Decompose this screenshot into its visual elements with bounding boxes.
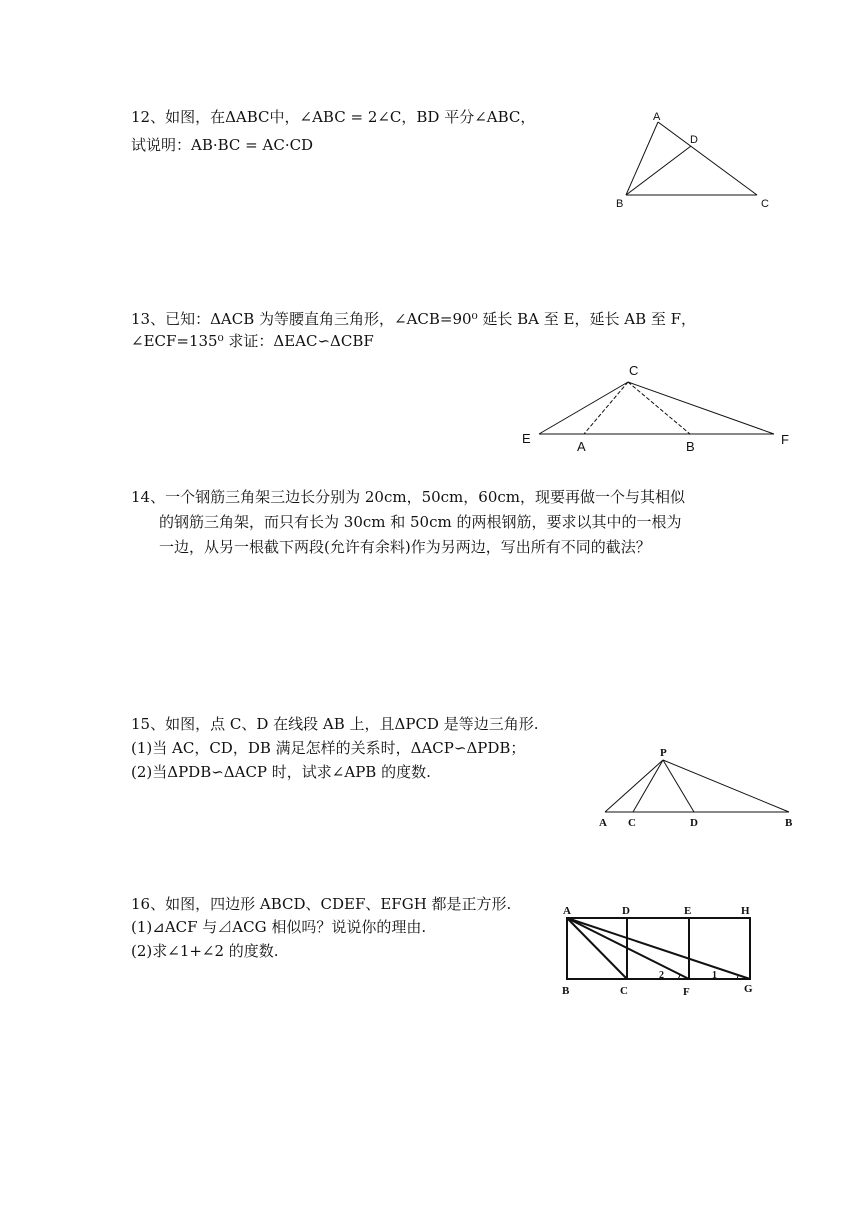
problem-14-line-1: 14、一个钢筋三角架三边长分别为 20cm，50cm，60cm，现要再做一个与其相似 bbox=[131, 488, 685, 506]
problem-13-figure bbox=[518, 360, 798, 455]
point-label-g: G bbox=[744, 983, 753, 995]
point-label-d: D bbox=[690, 817, 698, 829]
problem-12-figure bbox=[610, 108, 780, 213]
point-label-e: E bbox=[684, 905, 692, 917]
problem-13-line-1: 13、已知：ΔACB 为等腰直角三角形，∠ACB=90⁰ 延长 BA 至 E，延长 AB 至 F， bbox=[131, 310, 697, 328]
problem-12-line-2: 试说明：AB·BC = AC·CD bbox=[131, 136, 314, 154]
point-label-a: A bbox=[599, 817, 607, 829]
point-label-f: F bbox=[683, 986, 690, 998]
point-label-b: B bbox=[562, 985, 570, 997]
segment-pc bbox=[633, 760, 663, 812]
angle-label-1: 1 bbox=[712, 970, 717, 981]
point-label-d: D bbox=[690, 134, 698, 146]
problem-15-line-1: 15、如图，点 C、D 在线段 AB 上，且ΔPCD 是等边三角形. bbox=[131, 715, 539, 733]
problem-16-figure bbox=[555, 898, 765, 1003]
point-label-c: C bbox=[628, 817, 636, 829]
point-label-d: D bbox=[622, 905, 630, 917]
problem-15-line-3: (2)当ΔPDB∽ΔACP 时，试求∠APB 的度数. bbox=[131, 763, 431, 781]
segment-ac bbox=[658, 122, 757, 195]
angle-label-2: 2 bbox=[659, 970, 664, 981]
problem-16-line-2: (1)⊿ACF 与⊿ACG 相似吗？说说你的理由. bbox=[131, 918, 427, 936]
point-label-b: B bbox=[616, 198, 624, 210]
segment-bd bbox=[626, 146, 691, 195]
segment-cf bbox=[628, 382, 774, 434]
point-label-b: B bbox=[686, 439, 695, 454]
problem-15-figure bbox=[595, 745, 805, 830]
point-label-c: C bbox=[620, 985, 628, 997]
point-label-c: C bbox=[761, 198, 769, 210]
point-label-f: F bbox=[781, 432, 789, 447]
segment-ab bbox=[626, 122, 658, 195]
problem-15-line-2: (1)当 AC，CD，DB 满足怎样的关系时，ΔACP∽ΔPDB； bbox=[131, 739, 526, 757]
point-label-a: A bbox=[563, 905, 571, 917]
segment-pb bbox=[663, 760, 789, 812]
segment-cb bbox=[628, 382, 690, 434]
point-label-e: E bbox=[522, 431, 531, 446]
problem-16-line-3: (2)求∠1+∠2 的度数. bbox=[131, 942, 279, 960]
problem-13-line-2: ∠ECF=135⁰ 求证：ΔEAC∽ΔCBF bbox=[131, 332, 374, 350]
problem-16-line-1: 16、如图，四边形 ABCD、CDEF、EFGH 都是正方形. bbox=[131, 895, 512, 913]
point-label-p: P bbox=[660, 747, 667, 759]
point-label-b: B bbox=[785, 817, 793, 829]
point-label-a: A bbox=[653, 111, 661, 123]
problem-14-line-3: 一边，从另一根截下两段(允许有余料)作为另两边，写出所有不同的截法？ bbox=[159, 538, 651, 556]
point-label-h: H bbox=[741, 905, 750, 917]
segment-ce bbox=[539, 382, 628, 434]
point-label-a: A bbox=[577, 439, 586, 454]
segment-ca bbox=[584, 382, 628, 434]
segment-pd bbox=[663, 760, 694, 812]
point-label-c: C bbox=[629, 363, 639, 378]
segment-pa bbox=[605, 760, 663, 812]
problem-14-line-2: 的钢筋三角架，而只有长为 30cm 和 50cm 的两根钢筋，要求以其中的一根为 bbox=[159, 513, 682, 531]
problem-12-line-1: 12、如图，在ΔABC中，∠ABC = 2∠C，BD 平分∠ABC， bbox=[131, 108, 536, 126]
